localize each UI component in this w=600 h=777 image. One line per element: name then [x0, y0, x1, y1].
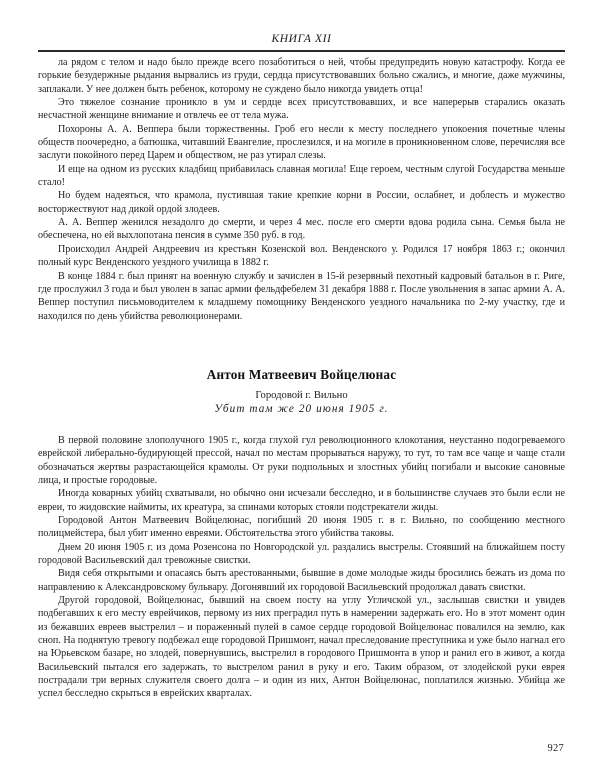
paragraph: Другой городовой, Войцелюнас, бывший на своем посту на углу Угличской ул., заслышав свистки и увидев подбегавших к его месту еврейчиков, первому из них преградил путь в намерении задержать его. Но в этот момент один из бежавших евреев выстрелил – и пораженный пулей в самое сердце городовой Войцелюнас повалился на землю, как сноп. На поднятую тревогу подбежал еще городовой Пришмонт, начал преследование преступника и уже было нагнал его на Юрьевском базаре, но злодей, повернувшись, выстрелил в городового Пришмонта в упор и ранил его в живот, а когда Васильевский пытался его задержать, то выстрелом ранил в руку и его. Таким образом, от злодейской руки еврея пострадали три верных служителя своего долга – и один из них, Антон Войцелюнас, поплатился жизнью. Убийца же успел бесследно скрыться в еврейских кварталах.: [38, 595, 565, 700]
header-rule: [38, 50, 565, 52]
paragraph: Похороны А. А. Веппера были торжественны. Гроб его несли к месту последнего упокоения почетные члены обществ поочередно, а батюшка, читавший Евангелие, прослезился, и на могиле в проникновенном слове, перечисляя все заслуги покойного перед Царем и обществом, не раз утирал слезы.: [38, 123, 565, 162]
paragraph: И еще на одном из русских кладбищ прибавилась славная могила! Еще героем, честным слугой Государства меньше стало!: [38, 163, 565, 189]
paragraph: Иногда коварных убийц схватывали, но обычно они исчезали бесследно, и в большинстве случаев это были если не евреи, то жидовские наймиты, их креатура, за спинами которых стояли подстрекатели жиды.: [38, 488, 565, 513]
section-title: Антон Матвеевич Войцелюнас: [206, 366, 397, 382]
paragraph: В конце 1884 г. был принят на военную службу и зачислен в 15-й резервный пехотный кадровый батальон в г. Риге, где прослужил 3 года и был уволен в запас армии фельдфебелем 31 декабря 1888 г. После увольнения в запас армии А. А. Веппер поступил письмоводителем к младшему помощнику Венденского уездного начальника по 2-му участку, где и находился по день убийства революционерами.: [38, 270, 565, 322]
spacer: [38, 323, 565, 367]
section-subtitle: Городовой г. Вильно: [255, 389, 348, 401]
paragraph: ла рядом с телом и надо было прежде всего позаботиться о ней, чтобы предупредить новую катастрофу. Когда ее горькие безудержные рыдания вырвались из груди, сердца присутствовавших больно сжались, и многие, даже мужчины, заплакали. У нее должен быть ребенок, которому не суждено было никогда увидеть отца!: [38, 57, 565, 95]
page-content: [38, 56, 565, 701]
paragraph: Днем 20 июня 1905 г. из дома Розенсона по Новгородской ул. раздались выстрелы. Стоявший на ближайшем посту городовой Васильевский дал тревожные свистки.: [38, 541, 565, 566]
paragraph: Происходил Андрей Андреевич из крестьян Козенской вол. Венденского у. Родился 17 ноября 1863 г.; окончил полный курс Венденского уездного училища в 1882 г.: [38, 243, 565, 269]
paragraph: Это тяжелое сознание проникло в ум и сердце всех присутствовавших, и все наперерыв старались оказать несчастной женщине внимание и отвлечь ее от тела мужа.: [38, 97, 565, 122]
paragraph: В первой половине злополучного 1905 г., когда глухой гул революционного клокотания, неустанно подогреваемого еврейской либерально-будирующей прессой, начал по местам прорываться наружу, то тут, то там все чаще и чаще стали обозначаться жертвы разрастающейся крамолы. От руки подпольных и злостных убийц погибали и высокие сановные лица, и простые городовые.: [38, 434, 565, 486]
paragraph: Но будем надеяться, что крамола, пустившая такие крепкие корни в России, ослабнет, и доблесть и мужество восторжествуют над дикой ордой злодеев.: [38, 190, 565, 215]
running-head: КНИГА XII: [271, 33, 332, 45]
page-number: 927: [547, 743, 564, 754]
section-death-note: Убит там же 20 июня 1905 г.: [214, 402, 389, 415]
spacer: [38, 383, 565, 390]
paragraph: А. А. Веппер женился незадолго до смерти, и через 4 мес. после его смерти вдова родила сына. Семья была не обеспечена, но ей выхлопотана пенсия в сумме 350 руб. в год.: [38, 217, 565, 242]
paragraph: Городовой Антон Матвеевич Войцелюнас, погибший 20 июня 1905 г. в г. Вильно, по сообщению местного полицмейстера, был убит именно евреями. Обстоятельства этого убийства таковы.: [38, 514, 565, 540]
paragraph: Видя себя открытыми и опасаясь быть арестованными, бывшие в доме молодые жиды бросились бежать из дома по направлению к Александровскому бульвару. Догонявший их городовой Васильевский продолжал давать свистки.: [38, 568, 565, 593]
spacer: [38, 415, 565, 434]
